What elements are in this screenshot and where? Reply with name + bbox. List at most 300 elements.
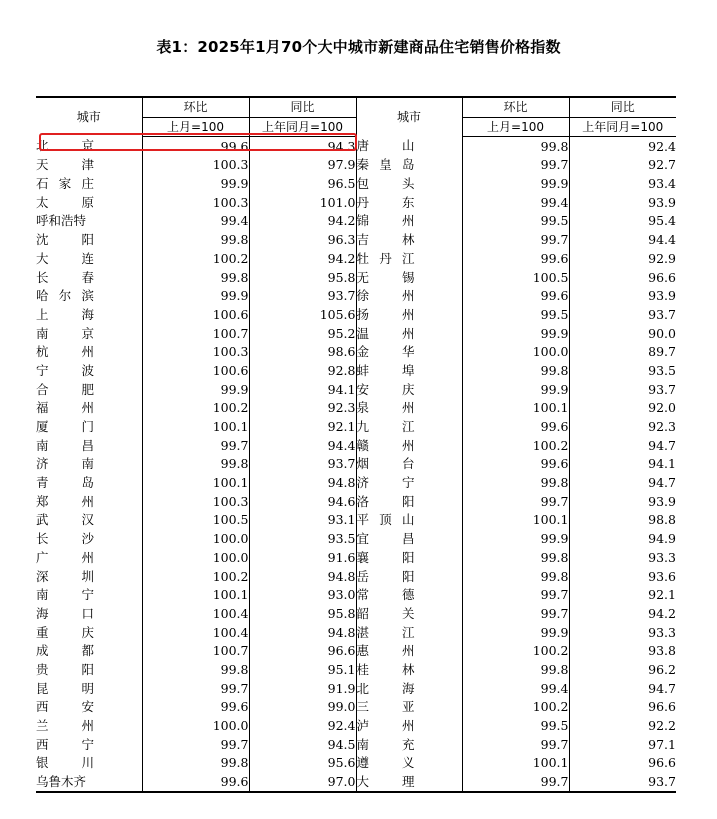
city-label: 丹 东 [356,194,415,210]
city-label: 宁 波 [36,362,94,378]
mom-value-left: 99.7 [142,735,249,754]
mom-value-left: 100.2 [142,567,249,586]
table-row [36,549,676,568]
yoy-header-right: 同比 [569,97,676,117]
city-label: 九 江 [356,419,415,435]
city-label: 福 州 [36,400,94,416]
city-name-left [36,717,142,736]
mom-value-right: 99.9 [462,530,569,549]
table-row [36,399,676,418]
mom-value-left: 99.9 [142,287,249,306]
mom-value-right: 99.9 [462,623,569,642]
city-label: 岳 阳 [356,568,415,584]
mom-value-left: 99.7 [142,679,249,698]
city-label: 牡 丹 江 [356,250,415,266]
mom-value-left: 99.8 [142,268,249,287]
city-label: 宜 昌 [356,531,415,547]
mom-value-right: 100.2 [462,642,569,661]
city-name-right [356,623,462,642]
yoy-value-right: 94.2 [648,605,676,621]
city-label: 重 庆 [36,624,94,640]
table-row [36,324,676,343]
city-name-left [36,679,142,698]
yoy-value-left: 94.8 [249,623,356,642]
yoy-value-right: 93.9 [648,194,676,210]
city-name-right [356,212,462,231]
city-name-right [356,324,462,343]
mom-value-left: 99.9 [142,175,249,194]
city-name-left [36,661,142,680]
table-row [36,698,676,717]
yoy-value-left: 99.0 [249,698,356,717]
city-label: 广 州 [36,549,94,565]
mom-value-right: 99.7 [462,735,569,754]
yoy-value-right: 93.9 [648,493,676,509]
city-label: 厦 门 [36,419,94,435]
yoy-value-left: 92.4 [249,717,356,736]
table-row [36,250,676,269]
city-label: 杭 州 [36,344,94,360]
city-name-left [36,549,142,568]
table-row [36,175,676,194]
yoy-value-right: 93.9 [648,288,676,304]
mom-value-right: 99.4 [462,193,569,212]
city-name-right [356,717,462,736]
mom-value-left: 99.6 [142,698,249,717]
city-label: 遵 义 [356,755,415,771]
mom-value-left: 99.8 [142,754,249,773]
yoy-value-left: 94.6 [249,492,356,511]
mom-value-left: 100.4 [142,605,249,624]
city-name-right [356,175,462,194]
mom-value-right: 99.6 [462,287,569,306]
city-label: 深 圳 [36,568,94,584]
mom-value-left: 100.1 [142,418,249,437]
city-label: 南 宁 [36,587,94,603]
table-row [36,511,676,530]
mom-value-left: 100.2 [142,399,249,418]
city-label: 兰 州 [36,718,94,734]
mom-value-left: 100.6 [142,362,249,381]
city-label: 合 肥 [36,381,94,397]
city-label: 银 川 [36,755,94,771]
mom-value-left: 99.8 [142,455,249,474]
city-name-left [36,137,142,156]
city-name-left [36,698,142,717]
city-label: 西 安 [36,699,94,715]
yoy-value-right: 94.9 [648,531,676,547]
yoy-value-left: 92.3 [249,399,356,418]
yoy-value-right: 97.1 [648,736,676,752]
city-name-left [36,306,142,325]
city-name-right [356,530,462,549]
city-label: 惠 州 [356,643,415,659]
city-name-right [356,679,462,698]
yoy-value-right: 94.1 [648,456,676,472]
yoy-value-left: 94.8 [249,567,356,586]
city-name-left [36,436,142,455]
mom-value-right: 99.6 [462,250,569,269]
yoy-value-right: 92.9 [648,250,676,266]
city-label: 赣 州 [356,437,415,453]
city-name-right [356,137,462,156]
mom-value-left: 100.1 [142,586,249,605]
yoy-value-right: 92.1 [648,587,676,603]
yoy-value-right: 98.8 [648,512,676,528]
table-row [36,567,676,586]
yoy-value-right: 94.7 [648,680,676,696]
city-name-left [36,324,142,343]
city-name-right [356,306,462,325]
table-row [36,231,676,250]
city-name-right [356,455,462,474]
yoy-header-left: 同比 [249,97,356,117]
table-row [36,380,676,399]
yoy-value-left: 94.3 [249,137,356,156]
table-row [36,717,676,736]
yoy-value-right: 94.4 [648,232,676,248]
mom-value-left: 100.1 [142,474,249,493]
yoy-value-left: 92.8 [249,362,356,381]
city-name-right [356,474,462,493]
mom-value-left: 99.7 [142,436,249,455]
city-name-right [356,642,462,661]
table-row [36,436,676,455]
table-row [36,268,676,287]
yoy-value-right: 96.6 [648,755,676,771]
city-name-left [36,250,142,269]
city-name-left [36,567,142,586]
city-label: 西 宁 [36,736,94,752]
mom-value-left: 100.3 [142,492,249,511]
mom-value-right: 100.5 [462,268,569,287]
yoy-value-right: 93.3 [648,549,676,565]
yoy-value-left: 94.5 [249,735,356,754]
city-label: 南 京 [36,325,94,341]
city-name-left [36,156,142,175]
city-name-left [36,530,142,549]
city-label: 济 南 [36,456,94,472]
city-label: 桂 林 [356,661,415,677]
yoy-value-left: 105.6 [249,306,356,325]
mom-value-right: 99.9 [462,324,569,343]
yoy-value-left: 93.7 [249,455,356,474]
mom-value-left: 100.3 [142,156,249,175]
mom-value-right: 99.7 [462,605,569,624]
mom-value-left: 99.8 [142,661,249,680]
yoy-value-left: 94.4 [249,436,356,455]
table-row [36,362,676,381]
city-label: 长 春 [36,269,94,285]
mom-value-left: 100.7 [142,324,249,343]
city-label: 秦 皇 岛 [356,157,415,173]
mom-value-left: 99.9 [142,380,249,399]
yoy-value-right: 93.4 [648,176,676,192]
city-label: 太 原 [36,194,94,210]
yoy-value-right: 92.0 [648,400,676,416]
price-index-table [36,96,676,793]
yoy-value-left: 96.5 [249,175,356,194]
city-label: 北 海 [356,680,415,696]
city-label: 安 庆 [356,381,415,397]
city-label: 三 亚 [356,699,415,715]
yoy-value-right: 95.4 [648,213,676,229]
table-row [36,193,676,212]
yoy-value-right: 93.7 [648,381,676,397]
yoy-value-left: 94.1 [249,380,356,399]
yoy-value-left: 92.1 [249,418,356,437]
mom-value-right: 99.7 [462,586,569,605]
yoy-value-left: 93.7 [249,287,356,306]
yoy-value-left: 93.5 [249,530,356,549]
city-label: 哈 尔 滨 [36,288,94,304]
city-name-left [36,231,142,250]
yoy-value-left: 95.8 [249,605,356,624]
table-row [36,679,676,698]
city-name-right [356,250,462,269]
yoy-value-right: 92.7 [648,157,676,173]
city-label: 平 顶 山 [356,512,415,528]
city-label: 扬 州 [356,306,415,322]
mom-value-right: 99.7 [462,231,569,250]
table-row [36,418,676,437]
city-label: 济 宁 [356,475,415,491]
yoy-value-left: 95.2 [249,324,356,343]
mom-value-right: 100.1 [462,399,569,418]
city-name-left [36,642,142,661]
city-label: 武 汉 [36,512,94,528]
yoy-value-right: 93.8 [648,643,676,659]
city-name-right [356,549,462,568]
yoy-base-left: 上年同月=100 [249,117,356,137]
city-name-right [356,380,462,399]
city-label: 大 连 [36,250,94,266]
city-label: 常 德 [356,587,415,603]
city-name-left [36,623,142,642]
city-label: 吉 林 [356,232,415,248]
yoy-value-right: 96.6 [648,269,676,285]
mom-value-right: 99.4 [462,679,569,698]
table-row [36,212,676,231]
yoy-value-left: 95.1 [249,661,356,680]
city-name-right [356,605,462,624]
city-label: 南 充 [356,736,415,752]
city-name-left [36,212,142,231]
mom-value-right: 99.6 [462,455,569,474]
city-name-left [36,773,142,793]
city-label: 成 都 [36,643,94,659]
mom-value-left: 99.6 [142,773,249,793]
header-row-top [36,97,676,117]
table-row [36,642,676,661]
table-row [36,492,676,511]
mom-value-right: 99.8 [462,661,569,680]
city-name-right [356,156,462,175]
mom-value-left: 100.4 [142,623,249,642]
city-label: 沈 阳 [36,232,94,248]
yoy-value-left: 93.1 [249,511,356,530]
city-name-right [356,436,462,455]
mom-value-right: 100.2 [462,436,569,455]
city-name-left [36,586,142,605]
city-label: 大 理 [356,774,415,790]
city-label: 南 昌 [36,437,94,453]
city-name-right [356,492,462,511]
city-name-left [36,362,142,381]
city-name-right [356,698,462,717]
table-title: 表1：2025年1月70个大中城市新建商品住宅销售价格指数 [156,38,561,56]
city-name-left [36,193,142,212]
mom-value-right: 99.8 [462,549,569,568]
city-name-left [36,511,142,530]
mom-value-left: 99.6 [142,137,249,156]
city-name-right [356,362,462,381]
yoy-value-left: 91.6 [249,549,356,568]
mom-value-left: 100.3 [142,343,249,362]
table-row [36,754,676,773]
yoy-value-right: 93.5 [648,362,676,378]
mom-value-right: 100.1 [462,511,569,530]
table-row [36,137,676,156]
city-name-right [356,586,462,605]
city-name-left [36,418,142,437]
city-label: 襄 阳 [356,549,415,565]
city-name-right [356,511,462,530]
city-name-left [36,754,142,773]
city-label: 郑 州 [36,493,94,509]
yoy-value-right: 92.2 [648,718,676,734]
city-label: 烟 台 [356,456,415,472]
mom-value-left: 100.3 [142,193,249,212]
yoy-value-left: 101.0 [249,193,356,212]
mom-value-left: 100.2 [142,250,249,269]
city-name-right [356,661,462,680]
mom-value-right: 99.8 [462,474,569,493]
mom-value-right: 99.6 [462,418,569,437]
mom-value-right: 99.7 [462,492,569,511]
city-label: 昆 明 [36,680,94,696]
city-header-right: 城市 [356,97,462,137]
mom-header-right: 环比 [462,97,569,117]
yoy-base-right: 上年同月=100 [569,117,676,137]
city-label: 上 海 [36,306,94,322]
city-label: 北 京 [36,138,94,154]
mom-value-right: 100.2 [462,698,569,717]
city-name-right [356,287,462,306]
city-label: 唐 山 [356,138,415,154]
mom-value-right: 99.5 [462,717,569,736]
yoy-value-right: 92.3 [648,419,676,435]
city-name-right [356,268,462,287]
yoy-value-left: 97.0 [249,773,356,793]
mom-value-right: 99.8 [462,567,569,586]
table-row [36,586,676,605]
yoy-value-right: 93.6 [648,568,676,584]
city-name-right [356,735,462,754]
table-row [36,455,676,474]
city-name-left [36,380,142,399]
mom-value-left: 99.4 [142,212,249,231]
yoy-value-right: 94.7 [648,437,676,453]
city-label: 乌 鲁 木 齐 [36,774,87,790]
mom-base-left: 上月=100 [142,117,249,137]
city-label: 青 岛 [36,475,94,491]
yoy-value-right: 90.0 [648,325,676,341]
city-label: 蚌 埠 [356,362,415,378]
table-row [36,156,676,175]
table-row [36,735,676,754]
yoy-value-right: 94.7 [648,475,676,491]
mom-value-right: 99.5 [462,212,569,231]
mom-value-left: 100.7 [142,642,249,661]
city-name-left [36,399,142,418]
city-name-left [36,735,142,754]
city-name-right [356,567,462,586]
city-name-right [356,193,462,212]
city-label: 湛 江 [356,624,415,640]
mom-value-right: 99.7 [462,773,569,793]
city-name-left [36,287,142,306]
mom-value-left: 100.5 [142,511,249,530]
mom-value-right: 99.9 [462,380,569,399]
city-label: 贵 阳 [36,661,94,677]
table-row [36,530,676,549]
city-name-right [356,418,462,437]
mom-value-left: 100.6 [142,306,249,325]
city-name-right [356,343,462,362]
yoy-value-left: 94.2 [249,250,356,269]
city-label: 韶 关 [356,605,415,621]
city-name-left [36,455,142,474]
city-name-left [36,474,142,493]
table-row [36,306,676,325]
city-label: 海 口 [36,605,94,621]
mom-value-right: 99.7 [462,156,569,175]
yoy-value-right: 93.7 [569,773,676,793]
mom-value-right: 99.8 [462,137,569,156]
yoy-value-left: 97.9 [249,156,356,175]
city-label: 包 头 [356,176,415,192]
yoy-value-right: 92.4 [648,138,676,154]
city-name-left [36,268,142,287]
mom-value-right: 99.5 [462,306,569,325]
yoy-value-right: 96.2 [648,661,676,677]
mom-value-left: 100.0 [142,530,249,549]
yoy-value-left: 98.6 [249,343,356,362]
table-row [36,287,676,306]
table-row [36,661,676,680]
city-name-right [356,399,462,418]
mom-value-right: 100.1 [462,754,569,773]
city-label: 泉 州 [356,400,415,416]
city-label: 泸 州 [356,718,415,734]
yoy-value-right: 93.7 [648,306,676,322]
city-label: 天 津 [36,157,94,173]
yoy-value-right: 89.7 [648,344,676,360]
yoy-value-left: 96.6 [249,642,356,661]
mom-value-right: 100.0 [462,343,569,362]
city-name-left [36,343,142,362]
city-label: 无 锡 [356,269,415,285]
yoy-value-left: 95.8 [249,268,356,287]
city-label: 呼 和 浩 特 [36,213,87,229]
table-row [36,623,676,642]
city-label: 锦 州 [356,213,415,229]
city-label: 长 沙 [36,531,94,547]
yoy-value-left: 91.9 [249,679,356,698]
mom-value-right: 99.8 [462,362,569,381]
mom-value-right: 99.9 [462,175,569,194]
